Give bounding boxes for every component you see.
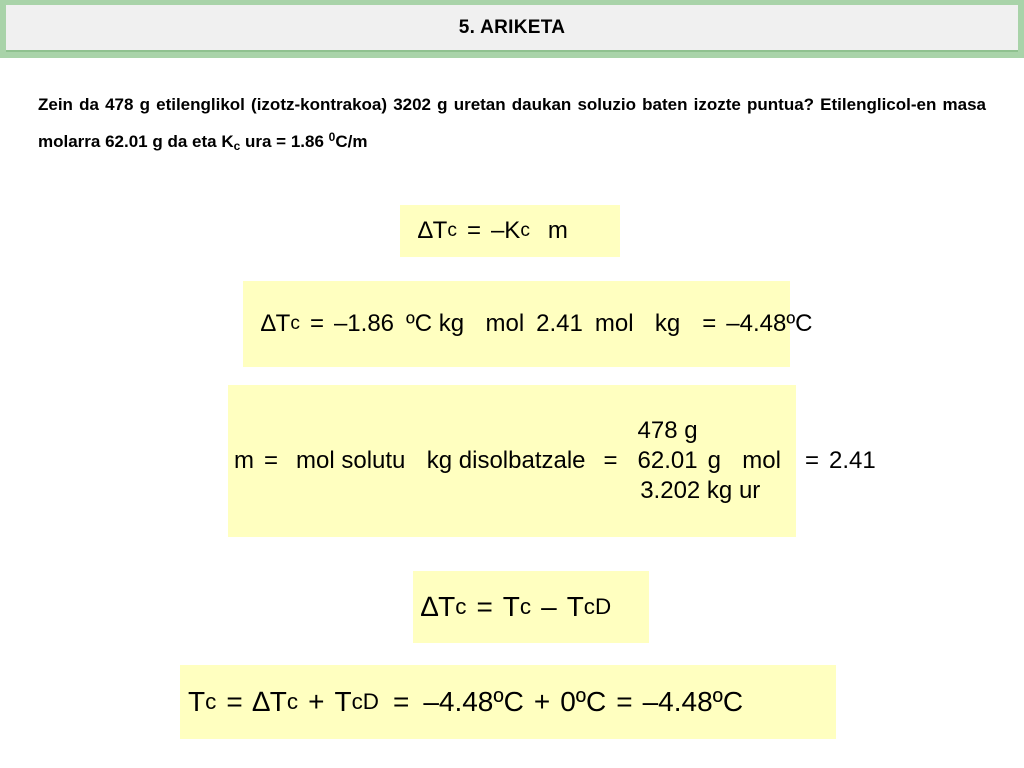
eq3-result: 2.41 — [828, 447, 876, 474]
page-title: 5. ARIKETA — [458, 16, 566, 38]
eq4-sub-c2: c — [519, 594, 532, 619]
eq4-equals: = — [476, 591, 493, 622]
eq5-sub-c2: c — [286, 689, 299, 714]
eq2-value: 2.41 — [536, 310, 583, 337]
kc-subscript: c — [233, 139, 241, 153]
eq4-sub-c: c — [455, 594, 467, 619]
eq5-equals-2: = — [392, 686, 410, 717]
eq1-sub-c2: c — [520, 220, 530, 241]
eq2-fraction-2 — [591, 309, 684, 339]
eq3-unit-den: mol — [742, 447, 781, 474]
eq2-frac1-num: ºC kg — [406, 310, 465, 337]
eq3-frac1-den: kg disolbatzale — [426, 447, 586, 474]
eq1-m: m — [547, 217, 568, 244]
eq2-equals: = — [309, 310, 324, 337]
eq4-delta-t: ∆T — [421, 591, 456, 622]
eq5-value-2: 0ºC — [560, 686, 607, 717]
eq5-sub-c: c — [205, 689, 217, 714]
eq2-coefficient: –1.86 — [333, 310, 395, 337]
problem-text: Zein da 478 g etilenglikol (izotz-kontrakoa) 3202 g uretan daukan soluzio baten izozte puntua? Etilenglicol-en masa molarra 62.01 g da eta K — [38, 95, 986, 151]
eq3-equals-3: = — [804, 447, 819, 474]
eq2-result: –4.48ºC — [726, 310, 813, 337]
equation-1 — [400, 205, 620, 257]
eq3-equals-2: = — [603, 447, 618, 474]
eq5-sub-cd: cD — [351, 689, 379, 714]
eq2-delta-t: ∆T — [261, 310, 291, 337]
eq3-unit-num: g — [707, 447, 721, 474]
eq5-equals: = — [226, 686, 243, 717]
eq1-minus-k: –K — [490, 217, 521, 244]
eq5-delta-t: ∆T — [252, 686, 287, 717]
eq5-plus-2: + — [533, 686, 551, 717]
eq5-equals-3: = — [616, 686, 633, 717]
header-bar — [0, 0, 1024, 58]
eq3-frac1-num: mol solutu — [296, 447, 406, 474]
equation-2 — [243, 281, 813, 367]
eq3-compound-fraction — [634, 416, 789, 476]
eq5-t: T — [188, 686, 206, 717]
eq3-mass: 478 g — [637, 417, 698, 444]
header-title-panel — [6, 5, 1018, 52]
eq5-value-1: –4.48ºC — [423, 686, 524, 717]
problem-statement — [38, 86, 986, 160]
equation-4 — [413, 571, 649, 643]
eq4-sub-cd: cD — [583, 594, 612, 619]
eq2-frac2-den: kg — [654, 310, 681, 337]
eq5-result: –4.48ºC — [642, 686, 744, 717]
eq3-equals: = — [264, 447, 279, 474]
eq3-fraction-2 — [630, 416, 793, 506]
eq3-m: m — [234, 447, 254, 474]
eq3-molar-mass-value: 62.01 — [637, 447, 698, 474]
eq4-t: T — [502, 591, 520, 622]
eq2-equals-2: = — [702, 310, 717, 337]
eq1-delta-t: ∆T — [418, 217, 448, 244]
eq3-unit-fraction — [704, 446, 785, 476]
eq2-frac1-den: mol — [485, 310, 525, 337]
equation-5 — [180, 665, 836, 739]
eq2-frac2-num: mol — [594, 310, 634, 337]
eq1-equals: = — [466, 217, 481, 244]
eq4-minus: – — [541, 591, 557, 622]
eq3-frac2-num — [630, 416, 793, 476]
eq3-molar-mass — [634, 446, 789, 476]
eq3-frac2-den: 3.202 kg ur — [640, 477, 761, 504]
eq3-fraction-1 — [292, 446, 590, 476]
eq5-tcd: T — [334, 686, 352, 717]
problem-text-3: C/m — [335, 132, 368, 151]
eq5-plus: + — [308, 686, 325, 717]
eq1-sub-c: c — [447, 220, 457, 241]
problem-text-2: ura = 1.86 — [240, 132, 329, 151]
degree-superscript: 0 — [328, 130, 336, 144]
eq4-t2: T — [566, 591, 584, 622]
eq2-fraction-1 — [402, 309, 528, 339]
eq2-sub-c: c — [290, 313, 300, 334]
equation-3 — [228, 385, 876, 537]
